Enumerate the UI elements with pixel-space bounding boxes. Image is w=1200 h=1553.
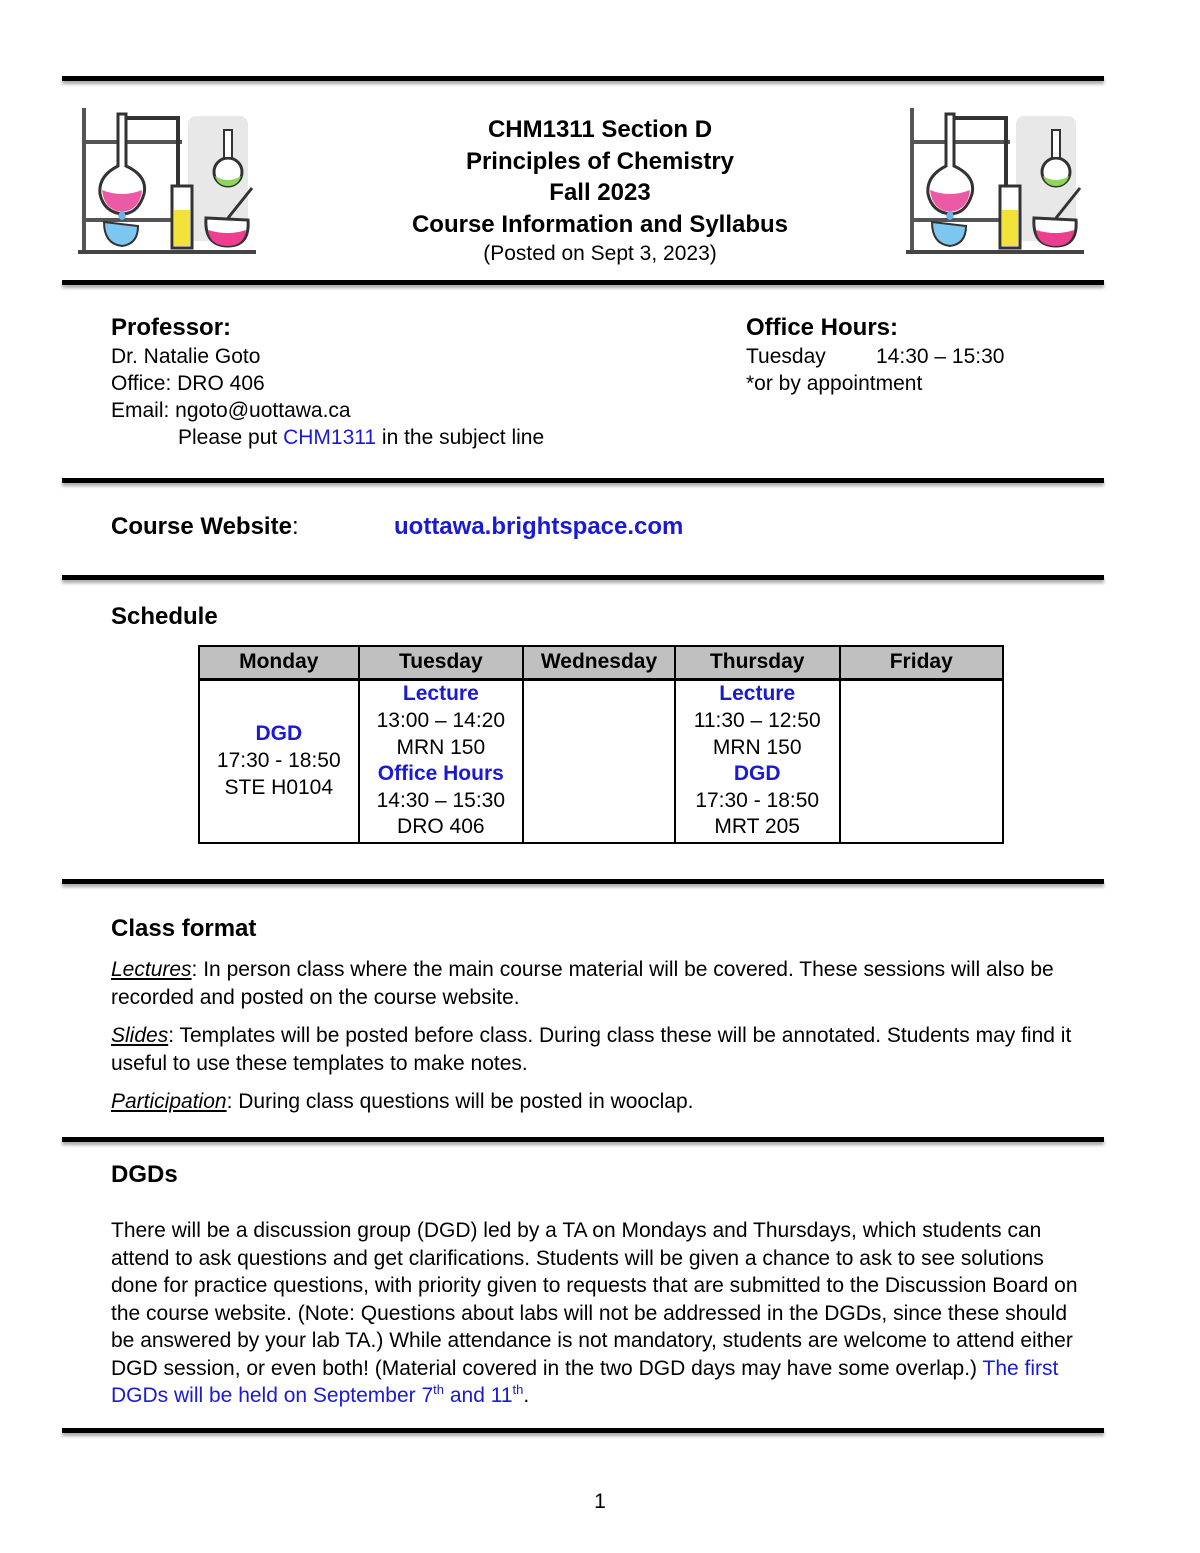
document-title: Course Information and Syllabus [411, 210, 789, 238]
schedule-bottom-rule [62, 879, 1104, 884]
session-time: 13:00 – 14:20 [376, 709, 506, 733]
dgds-sup-a: th [433, 1382, 445, 1397]
participation-text: : During class questions will be posted in wooclap. [226, 1090, 694, 1113]
professor-label: Professor: [111, 314, 232, 341]
professor-bottom-rule [62, 478, 1104, 483]
lectures-paragraph [111, 956, 1101, 1011]
session-type: DGD [255, 722, 303, 746]
friday-cell [840, 679, 1004, 843]
session-room: MRN 150 [712, 735, 802, 759]
posted-date: (Posted on Sept 3, 2023) [483, 242, 717, 265]
slides-text: : Templates will be posted before class. During class these will be annotated. Students may find it useful to use these templates to make notes. [111, 1024, 1072, 1075]
course-website-label [111, 513, 299, 541]
office-hours-note: *or by appointment [746, 372, 923, 395]
class-format-heading: Class format [111, 915, 257, 942]
session-room: MRT 205 [714, 815, 800, 839]
dgds-sup-b: th [512, 1382, 524, 1397]
course-code: CHM1311 Section D [487, 116, 713, 143]
day-header: Wednesday [523, 646, 675, 679]
thursday-cell [675, 679, 840, 843]
dgds-body: There will be a discussion group (DGD) led by a TA on Mondays and Thursdays, which students can attend to ask questions and get clarifications. Students will be given a chance to ask to see solutions done for practice questions, with priority given to requests that are submitted to the Discussion Board on the course website. (Note: Questions about labs will not be addressed in the DGDs, since these should be answered by your lab TA.) While attendance is not mandatory, students are welcome to attend either DGD session, or even both! (Material covered in the two DGD days may have some overlap.) [111, 1219, 1078, 1380]
subject-line-note [178, 424, 544, 451]
course-name: Principles of Chemistry [465, 147, 735, 175]
dgds-heading: DGDs [111, 1161, 178, 1188]
day-header: Friday [840, 646, 1004, 679]
lectures-text: : In person class where the main course material will be covered. These sessions will also be recorded and posted on the course website. [111, 958, 1054, 1009]
dgds-end: . [523, 1384, 530, 1407]
tuesday-cell [359, 679, 524, 843]
course-website-label-text: Course Website [111, 513, 292, 540]
course-website-link[interactable]: uottawa.brightspace.com [394, 513, 684, 540]
session-room: MRN 150 [396, 735, 486, 759]
chemistry-lab-glassware-icon [78, 106, 256, 256]
session-time: 11:30 – 12:50 [693, 709, 821, 733]
schedule-header-row [199, 646, 1003, 679]
schedule-row [199, 679, 1003, 843]
session-room: STE H0104 [224, 775, 334, 799]
professor-name: Dr. Natalie Goto [111, 345, 261, 368]
wednesday-cell [523, 679, 675, 843]
session-room: DRO 406 [397, 815, 485, 839]
subject-code: CHM1311 [283, 426, 377, 449]
chemistry-lab-glassware-icon [906, 106, 1084, 256]
office-hours-label: Office Hours: [746, 314, 899, 341]
session-type: Office Hours [377, 762, 504, 786]
lectures-term: Lectures [111, 958, 192, 981]
monday-cell [199, 679, 359, 843]
dgds-highlight-b: and 11 [444, 1384, 513, 1407]
schedule-heading: Schedule [111, 603, 218, 630]
session-type: Lecture [719, 682, 796, 706]
participation-term: Participation [111, 1090, 227, 1113]
document-header [300, 114, 900, 268]
professor-email[interactable]: Email: ngoto@uottawa.ca [111, 399, 351, 422]
subject-post: in the subject line [376, 426, 545, 449]
header-bottom-rule [62, 280, 1104, 285]
session-time: 14:30 – 15:30 [376, 788, 506, 812]
course-website-colon: : [291, 513, 299, 540]
office-hours-time: 14:30 – 15:30 [876, 345, 1005, 368]
class-format-bottom-rule [62, 1137, 1104, 1142]
schedule-table [198, 645, 1004, 844]
session-time: 17:30 - 18:50 [695, 788, 820, 812]
participation-paragraph [111, 1088, 1101, 1116]
day-header: Tuesday [359, 646, 524, 679]
session-type: DGD [733, 762, 781, 786]
page-number: 1 [594, 1490, 606, 1513]
professor-office: Office: DRO 406 [111, 372, 265, 395]
subject-pre: Please put [178, 426, 284, 449]
dgds-bottom-rule [62, 1428, 1104, 1433]
office-hours-day: Tuesday [746, 345, 826, 368]
dgds-paragraph [111, 1217, 1096, 1410]
top-rule [62, 76, 1104, 81]
slides-term: Slides [111, 1024, 169, 1047]
day-header: Monday [199, 646, 359, 679]
term: Fall 2023 [549, 179, 651, 206]
session-time: 17:30 - 18:50 [216, 748, 341, 772]
day-header: Thursday [675, 646, 840, 679]
website-bottom-rule [62, 575, 1104, 580]
dgds-highlight-a: The first DGDs will be held on September 7 [111, 1356, 1059, 1407]
session-type: Lecture [402, 682, 479, 706]
slides-paragraph [111, 1022, 1101, 1077]
